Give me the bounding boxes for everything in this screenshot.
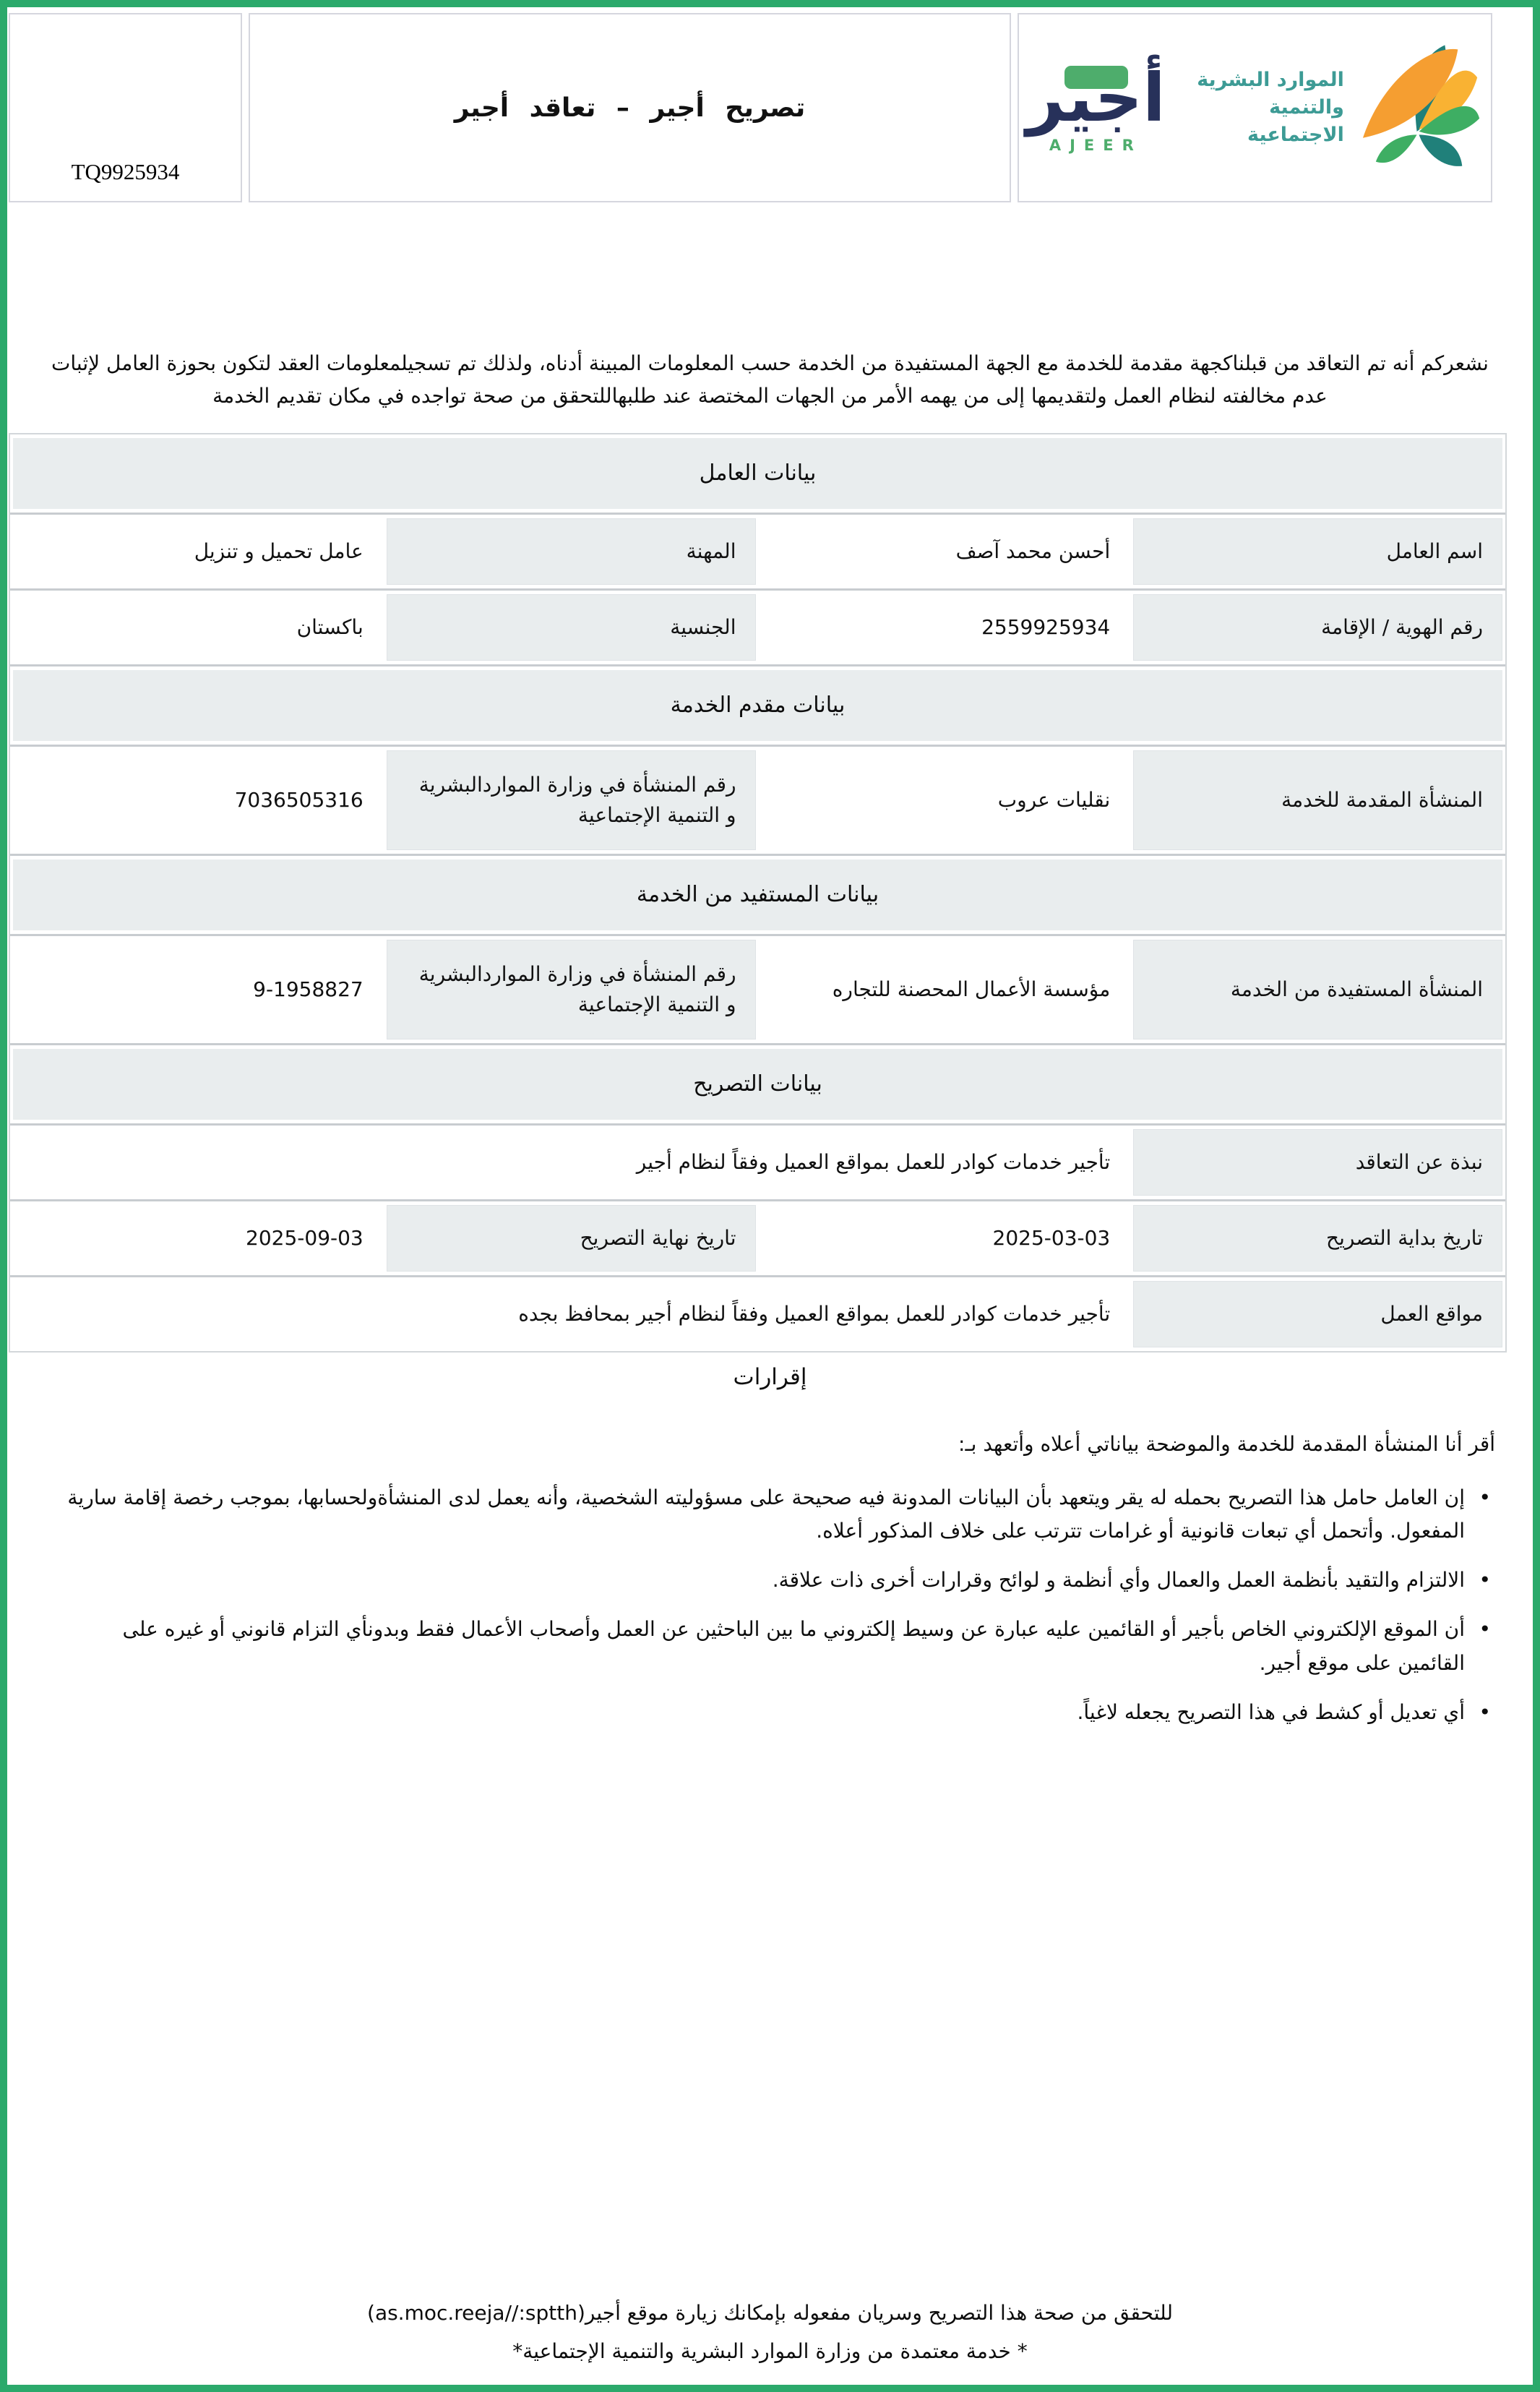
ministry-logo <box>1184 32 1484 184</box>
field-value: عامل تحميل و تنزيل <box>13 518 382 585</box>
table-row <box>10 1275 1505 1351</box>
field-label: المنشأة المقدمة للخدمة <box>1133 750 1502 850</box>
field-label: رقم الهوية / الإقامة <box>1133 594 1502 661</box>
section-title: بيانات مقدم الخدمة <box>13 670 1502 741</box>
field-label: تاريخ بداية التصريح <box>1133 1205 1502 1272</box>
ajeer-logo-mark <box>1026 59 1166 137</box>
field-value <box>760 1205 1130 1272</box>
header <box>9 13 1492 202</box>
list-item <box>51 1613 1495 1679</box>
field-label: المنشأة المستفيدة من الخدمة <box>1133 940 1502 1039</box>
verify-line <box>7 2294 1533 2332</box>
ajeer-logo <box>1026 61 1166 153</box>
table-row <box>10 934 1505 1043</box>
bullet-dot-icon: • <box>1479 1617 1491 1642</box>
ministry-name <box>1184 67 1344 148</box>
declaration-text: أي تعديل أو كشط في هذا التصريح يجعله لاغياً. <box>1077 1699 1465 1724</box>
declaration-text: أن الموقع الإلكتروني الخاص بأجير أو القائمين عليه عبارة عن وسيط إلكتروني ما بين الباحثين عن العمل وأصحاب الأعمال فقط وبدونأي التزام قانوني أو غيره على القائمين على موقع أجير. <box>122 1617 1465 1675</box>
field-label: المهنة <box>387 518 756 585</box>
permit-number: TQ9925934 <box>71 159 180 184</box>
establishment-number: 7036505316 <box>234 787 364 812</box>
id-number: 2559925934 <box>981 614 1111 639</box>
field-value: تأجير خدمات كوادر للعمل بمواقع العميل وفقاً لنظام أجير بمحافظ بجده <box>13 1281 1129 1347</box>
approved-note: * خدمة معتمدة من وزارة الموارد البشرية والتنمية الإجتماعية* <box>512 2339 1028 2363</box>
table-row <box>10 745 1505 854</box>
ministry-palm-icon <box>1354 32 1484 184</box>
field-value <box>760 594 1130 661</box>
bullet-dot-icon: • <box>1479 1568 1491 1592</box>
section-header-provider <box>10 664 1505 745</box>
list-item <box>51 1481 1495 1548</box>
declarations-list <box>51 1481 1495 1729</box>
field-label: تاريخ نهاية التصريح <box>387 1205 756 1272</box>
field-label: رقم المنشأة في وزارة المواردالبشرية و التنمية الإجتماعية <box>387 750 756 850</box>
field-label: مواقع العمل <box>1133 1281 1502 1347</box>
field-value: نقليات عروب <box>760 750 1130 850</box>
intro-paragraph: نشعركم أنه تم التعاقد من قبلناكجهة مقدمة للخدمة مع الجهة المستفيدة من الخدمة حسب المعلومات المبينة أدناه، ولذلك تم تسجيلمعلومات العقد لتكون بحوزة العامل لإثبات عدم مخالفته لنظام العمل ولتقديمها إلى من يهمه الأمر من الجهات المختصة عند طلبهاللتحقق من صحة تواجده في مكان تقديم الخدمة <box>51 351 1489 408</box>
table-row <box>10 1199 1505 1275</box>
declarations-block <box>51 1428 1495 1729</box>
section-header-beneficiary <box>10 854 1505 934</box>
bullet-dot-icon: • <box>1479 1485 1491 1509</box>
table-row <box>10 588 1505 664</box>
ministry-name-line1: الموارد البشرية <box>1197 69 1344 92</box>
ajeer-wordmark-latin: AJEER <box>1049 136 1143 154</box>
field-value: مؤسسة الأعمال المحصنة للتجاره <box>760 940 1130 1039</box>
field-value: باكستان <box>13 594 382 661</box>
permit-number-box <box>9 13 242 202</box>
logos-box <box>1018 13 1492 202</box>
ministry-name-line2: والتنمية الاجتماعية <box>1247 96 1344 146</box>
field-label: الجنسية <box>387 594 756 661</box>
page-title: تصريح أجير – تعاقد أجير <box>454 93 806 123</box>
bullet-dot-icon: • <box>1479 1699 1491 1724</box>
verify-url: (as.moc.reeja//:sptth) <box>367 2300 585 2325</box>
section-header-permit <box>10 1043 1505 1123</box>
end-date: 2025-09-03 <box>246 1225 364 1250</box>
section-header-worker <box>10 434 1505 513</box>
list-item <box>51 1564 1495 1597</box>
table-row <box>10 1123 1505 1199</box>
verify-text: للتحقق من صحة هذا التصريح وسريان مفعوله بإمكانك زيارة موقع أجير <box>585 2300 1173 2325</box>
footer <box>7 2294 1533 2370</box>
title-box <box>249 13 1011 202</box>
field-value: أحسن محمد آصف <box>760 518 1130 585</box>
list-item <box>51 1696 1495 1729</box>
field-label: نبذة عن التعاقد <box>1133 1129 1502 1196</box>
field-label: رقم المنشأة في وزارة المواردالبشرية و التنمية الإجتماعية <box>387 940 756 1039</box>
permit-table <box>9 433 1507 1353</box>
declaration-text: الالتزام والتقيد بأنظمة العمل والعمال وأي أنظمة و لوائح وقرارات أخرى ذات علاقة. <box>772 1568 1465 1592</box>
start-date: 2025-03-03 <box>992 1225 1111 1250</box>
declarations-heading: إقرارات <box>733 1363 807 1390</box>
field-value <box>13 940 382 1039</box>
field-value <box>13 750 382 850</box>
section-title: بيانات التصريح <box>13 1049 1502 1120</box>
establishment-number: 9-1958827 <box>253 977 364 1001</box>
ajeer-wordmark-arabic: أجير <box>1026 59 1166 137</box>
table-row <box>10 513 1505 588</box>
section-title: بيانات العامل <box>13 438 1502 509</box>
field-label: اسم العامل <box>1133 518 1502 585</box>
field-value: تأجير خدمات كوادر للعمل بمواقع العميل وفقاً لنظام أجير <box>13 1129 1129 1196</box>
declaration-text: إن العامل حامل هذا التصريح بحمله له يقر ويتعهد بأن البيانات المدونة فيه صحيحة على مسؤوليته الشخصية، وأنه يعمل لدى المنشأةولحسابها، بموجب رخصة إقامة سارية المفعول. وأتحمل أي تبعات قانونية أو غرامات تترتب على خلاف المذكور أعلاه. <box>67 1485 1465 1543</box>
section-title: بيانات المستفيد من الخدمة <box>13 860 1502 930</box>
declarations-intro: أقر أنا المنشأة المقدمة للخدمة والموضحة بياناتي أعلاه وأتعهد بـ: <box>958 1431 1495 1456</box>
field-value <box>13 1205 382 1272</box>
